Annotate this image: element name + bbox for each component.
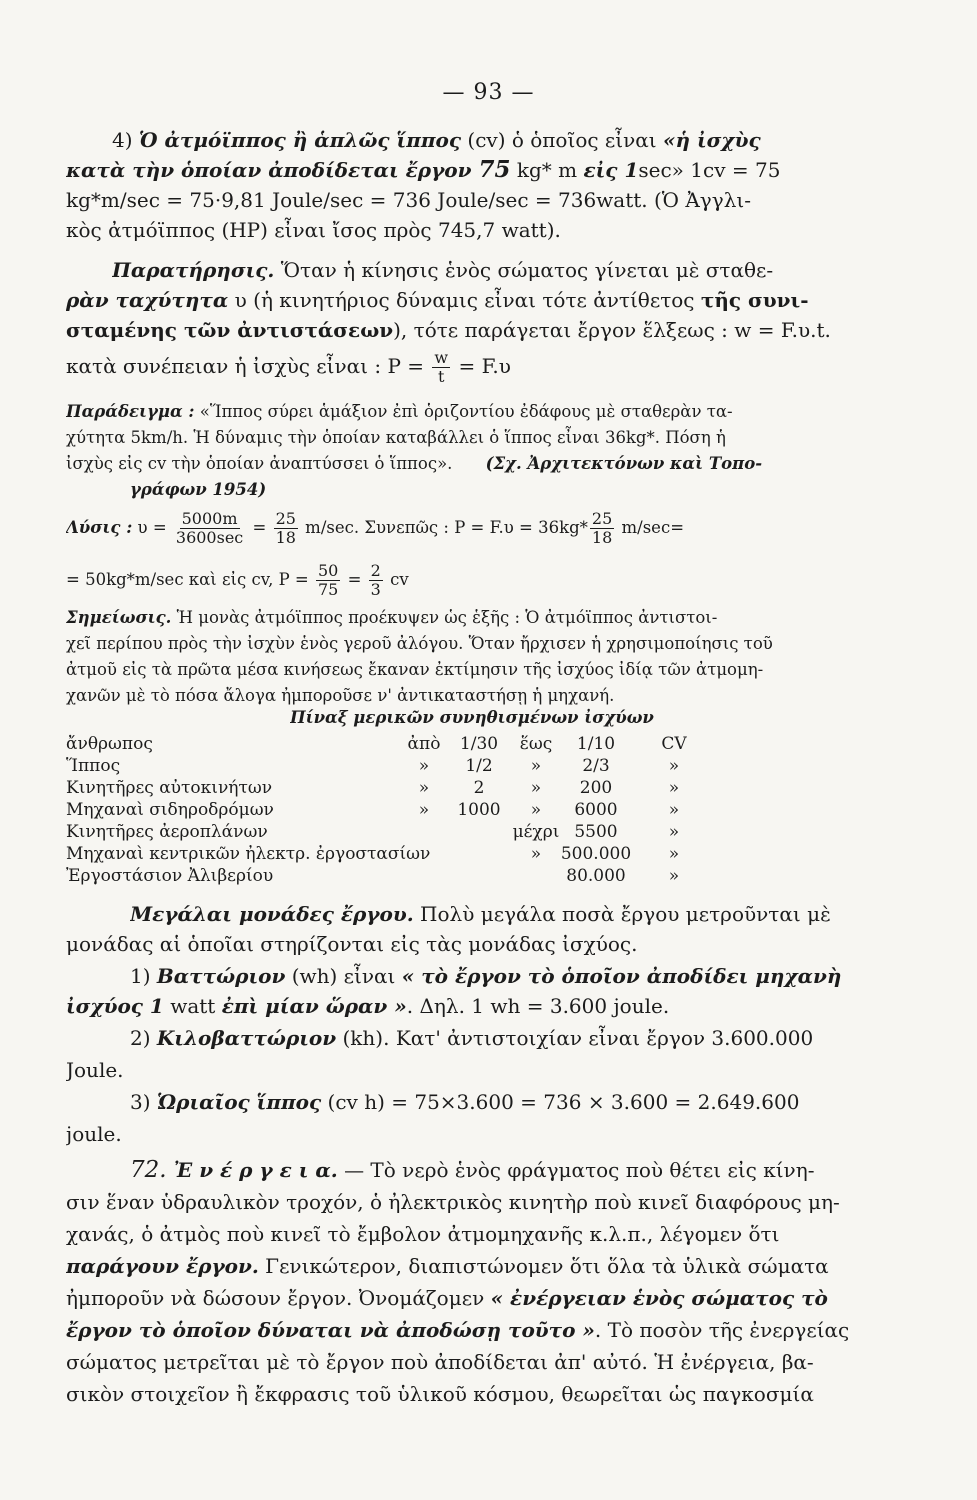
cell: » (668, 778, 680, 798)
cell: ἕως (519, 734, 553, 754)
section-title: Ἐ ν έ ρ γ ε ι α. (173, 1158, 338, 1182)
table-row (66, 822, 706, 844)
den: 3 (370, 580, 381, 599)
title-text: Πίναξ μερικῶν συνηθισμένων ἰσχύων (290, 708, 654, 727)
energy-line-7: σώματος μετρεῖται μὲ τὸ ἔργον ποὺ ἀποδίδεται ἀπ' αὐτό. Ἡ ἐνέργεια, βα- (66, 1350, 814, 1374)
den: 3600sec (175, 528, 244, 547)
num: 25 (275, 509, 296, 528)
cell: ἀπὸ (407, 734, 441, 754)
page-number: — 93 — (442, 80, 535, 105)
text: (wh) εἶναι (285, 964, 402, 988)
table-row (66, 800, 706, 822)
cell: 6000 (574, 800, 618, 820)
text: υ = (132, 518, 172, 537)
cell: 200 (579, 778, 613, 798)
definition: ἔργον τὸ ὁποῖον δύναται νὰ ἀποδώσῃ τοῦτο » (66, 1318, 595, 1342)
watt-hour-line-2 (66, 992, 911, 1020)
watt-hour-line-1 (130, 962, 912, 990)
energy-line-1 (130, 1156, 912, 1184)
note-line-1 (66, 606, 911, 630)
energy-line-4 (66, 1252, 911, 1280)
cell: Ἵππος (66, 756, 121, 776)
definition: ἰσχύος 1 (66, 994, 164, 1018)
cell: » (418, 756, 430, 776)
text: kg* m (510, 158, 584, 182)
energy-line-2: σιν ἕναν ὑδραυλικὸν τροχόν, ὁ ἠλεκτρικὸς κινητὴρ ποὺ κινεῖ διαφόρους μη- (66, 1190, 840, 1214)
cell: 1/2 (465, 756, 493, 776)
cell: » (530, 756, 542, 776)
cell: Κινητῆρες ἀεροπλάνων (66, 822, 268, 842)
definition: « ἐνέργειαν ἑνὸς σώματος τὸ (490, 1286, 828, 1310)
num: 50 (317, 561, 339, 580)
term: Βαττώριον (156, 964, 286, 988)
text: = (342, 570, 367, 589)
text: cv (384, 570, 409, 589)
text: Ἡ μονὰς ἀτμόϊππος προέκυψεν ὡς ἑξῆς : Ὁ ἀτμόϊππος ἀντιστοι- (171, 608, 718, 627)
cell: » (668, 866, 680, 886)
cell: 2/3 (582, 756, 610, 776)
p4-line-1 (112, 126, 912, 154)
cell: 1000 (457, 800, 501, 820)
note-line-4: χανῶν μὲ τὸ πόσα ἄλογα ἠμποροῦσε ν' ἀντικαταστήσῃ ἡ μηχανή. (66, 686, 615, 705)
num: 5000m (181, 509, 238, 528)
cell: » (530, 800, 542, 820)
energy-line-8: σικὸν στοιχεῖον ἢ ἔκφρασις τοῦ ὑλικοῦ κόσμου, θεωρεῖται ὡς παγκοσμία (66, 1382, 814, 1406)
obs-label: Παρατήρησις. (112, 258, 275, 282)
emph: παράγουν ἔργον. (66, 1254, 259, 1278)
table-title (290, 706, 690, 730)
cell: 5500 (574, 822, 618, 842)
horsepower-hour-line-2: joule. (66, 1122, 122, 1146)
emph: σταμένης τῶν ἀντιστάσεων (66, 318, 394, 342)
cell: » (668, 844, 680, 864)
text: . Τὸ ποσὸν τῆς ἐνεργείας (594, 1318, 850, 1342)
p4-num: 4) (112, 128, 139, 152)
text: 3) (130, 1090, 157, 1114)
cell: » (668, 800, 680, 820)
text: . Δηλ. 1 wh = 3.600 joule. (406, 994, 670, 1018)
obs-line-3 (66, 316, 911, 344)
example-line-2: χύτητα 5km/h. Ἡ δύναμις τὴν ὁποίαν καταβάλλει ὁ ἵππος εἶναι 36kg*. Πόση ἡ (66, 428, 726, 447)
example-line-4 (130, 478, 630, 502)
note-line-3: ἀτμοῦ εἰς τὰ πρῶτα μέσα κινήσεως ἔκαναν ἐκτίμησιν τῆς ἰσχύος ἰδίᾳ τῶν ἀτμομη- (66, 660, 764, 679)
definition: εἰς 1 (583, 158, 639, 182)
table-row (66, 778, 706, 800)
energy-line-5 (66, 1284, 911, 1312)
emph: ρὰν ταχύτητα (66, 288, 229, 312)
cell: Κινητῆρες αὐτοκινήτων (66, 778, 273, 798)
cell: » (668, 822, 680, 842)
energy-line-3: χανάς, ὁ ἀτμὸς ποὺ κινεῖ τὸ ἔμβολον ἀτμομηχανῆς κ.λ.π., λέγομεν ὅτι (66, 1222, 780, 1246)
solution-line-1 (66, 504, 911, 552)
cell: Μηχαναὶ κεντρικῶν ἠλεκτρ. ἐργοστασίων (66, 844, 431, 864)
text: sec» 1cv = 75 (638, 158, 781, 182)
example-label: Παράδειγμα : (66, 402, 195, 421)
large-units-label: Μεγάλαι μονάδες ἔργου. (130, 902, 414, 926)
den: 18 (275, 528, 296, 547)
fraction-50-75 (316, 562, 340, 599)
text: = F.υ (452, 354, 511, 378)
solution-line-2 (66, 556, 911, 604)
num: 25 (591, 509, 613, 528)
energy-line-6 (66, 1316, 911, 1344)
fraction-25-18 (274, 510, 298, 547)
fraction-25-18-b (590, 510, 614, 547)
text: watt (163, 994, 222, 1018)
fraction-w-t (432, 349, 450, 386)
obs-line-4 (66, 344, 911, 388)
cell: » (668, 756, 680, 776)
kilowatt-hour-line-2: Joule. (66, 1058, 124, 1082)
cell: μέχρι (512, 822, 560, 842)
num: w (434, 348, 449, 367)
definition: κατὰ τὴν ὁποίαν ἀποδίδεται ἔργον (66, 158, 479, 182)
solution-label: Λύσις : (66, 518, 133, 537)
text: Πολὺ μεγάλα ποσὰ ἔργου μετροῦνται μὲ (413, 902, 831, 926)
cell: 1/10 (576, 734, 616, 754)
text: m/sec= (616, 518, 685, 537)
text: ), τότε παράγεται ἔργον ἕλξεως : w = F.υ.t. (393, 318, 831, 342)
horsepower-hour-line-1 (130, 1088, 912, 1116)
example-line-3 (66, 452, 911, 476)
fraction-2-3 (369, 562, 383, 599)
source: (Σχ. Ἀρχιτεκτόνων καὶ Τοπο- (485, 454, 763, 473)
text: m/sec. Συνεπῶς : P = F.υ = 36kg* (299, 518, 588, 537)
text: Γενικώτερον, διαπιστώνομεν ὅτι ὅλα τὰ ὑλικὰ σώματα (258, 1254, 829, 1278)
cell: 80.000 (566, 866, 626, 886)
source: γράφων 1954) (130, 480, 267, 499)
value-75: 75 (478, 156, 511, 183)
text: ἰσχὺς εἰς cv τὴν ὁποίαν ἀναπτύσσει ὁ ἵππος». (66, 454, 453, 473)
text: = (247, 518, 272, 537)
table-row (66, 756, 706, 778)
definition: « τὸ ἔργον τὸ ὁποῖον ἀποδίδει μηχανὴ (401, 964, 842, 988)
table-row (66, 844, 706, 866)
fraction-speed (174, 510, 245, 547)
p4-line-4: κὸς ἀτμόϊππος (HP) εἶναι ἴσος πρὸς 745,7 watt). (66, 218, 561, 242)
cell: Ἐργοστάσιον Ἀλιβερίου (66, 866, 274, 886)
den: 75 (317, 580, 339, 599)
large-units-line-1 (130, 900, 912, 928)
emph: τῆς συνι- (700, 288, 809, 312)
p4-line-3: kg*m/sec = 75·9,81 Joule/sec = 736 Joule/sec = 736watt. (Ὁ Ἀγγλι- (66, 188, 751, 212)
obs-line-2 (66, 286, 911, 314)
p4-line-2 (66, 156, 911, 184)
den: t (438, 367, 445, 386)
text: κατὰ συνέπειαν ἡ ἰσχὺς εἶναι : P = (66, 354, 431, 378)
text: 2) (130, 1026, 157, 1050)
obs-line-1 (112, 256, 912, 284)
cell: » (418, 800, 430, 820)
cell: CV (661, 734, 687, 754)
text: «Ἵππος σύρει ἁμάξιον ἐπὶ ὁριζοντίου ἐδάφους μὲ σταθερὰν τα- (194, 402, 733, 421)
term: Κιλοβαττώριον (156, 1026, 337, 1050)
text: = 50kg*m/sec καὶ εἰς cv, P = (66, 570, 314, 589)
example-line-1 (66, 400, 911, 424)
text: (cv h) = 75×3.600 = 736 × 3.600 = 2.649.600 (321, 1090, 800, 1114)
cell: » (418, 778, 430, 798)
note-line-2: χεῖ περίπου πρὸς τὴν ἰσχὺν ἑνὸς γεροῦ ἀλόγου. Ὅταν ἤρχισεν ἡ χρησιμοποίησις τοῦ (66, 634, 773, 653)
den: 18 (591, 528, 613, 547)
kilowatt-hour-line-1 (130, 1024, 912, 1052)
power-table (66, 734, 706, 888)
section-number: 72. (130, 1157, 174, 1183)
term-horsepower: Ὁ ἀτμόϊππος ἢ ἁπλῶς ἵππος (138, 128, 462, 152)
text: Ὅταν ἡ κίνησις ἑνὸς σώματος γίνεται μὲ σταθε- (274, 258, 774, 282)
cell: Μηχαναὶ σιδηροδρόμων (66, 800, 274, 820)
text: — Τὸ νερὸ ἑνὸς φράγματος ποὺ θέτει εἰς κίνη- (337, 1158, 815, 1182)
text: 1) (130, 964, 157, 988)
text: υ (ἡ κινητήριος δύναμις εἶναι τότε ἀντίθετος (228, 288, 701, 312)
cell: 500.000 (560, 844, 632, 864)
cell: 1/30 (459, 734, 499, 754)
num: 2 (370, 561, 381, 580)
cell: ἄνθρωπος (66, 734, 153, 754)
note-label: Σημείωσις. (66, 608, 172, 627)
cell: » (530, 844, 542, 864)
cell: » (530, 778, 542, 798)
text: (kh). Κατ' ἀντιστοιχίαν εἶναι ἔργον 3.600.000 (336, 1026, 814, 1050)
definition: «ἡ ἰσχὺς (662, 128, 761, 152)
large-units-line-2: μονάδας αἱ ὁποῖαι στηρίζονται εἰς τὰς μονάδας ἰσχύος. (66, 932, 638, 956)
text: (cv) ὁ ὁποῖος εἶναι (461, 128, 663, 152)
text: ἠμποροῦν νὰ δώσουν ἔργον. Ὀνομάζομεν (66, 1286, 491, 1310)
cell: 2 (473, 778, 485, 798)
table-row (66, 866, 706, 888)
term: Ὡριαῖος ἵππος (156, 1090, 322, 1114)
definition: ἐπὶ μίαν ὥραν » (221, 994, 407, 1018)
table-row (66, 734, 706, 756)
